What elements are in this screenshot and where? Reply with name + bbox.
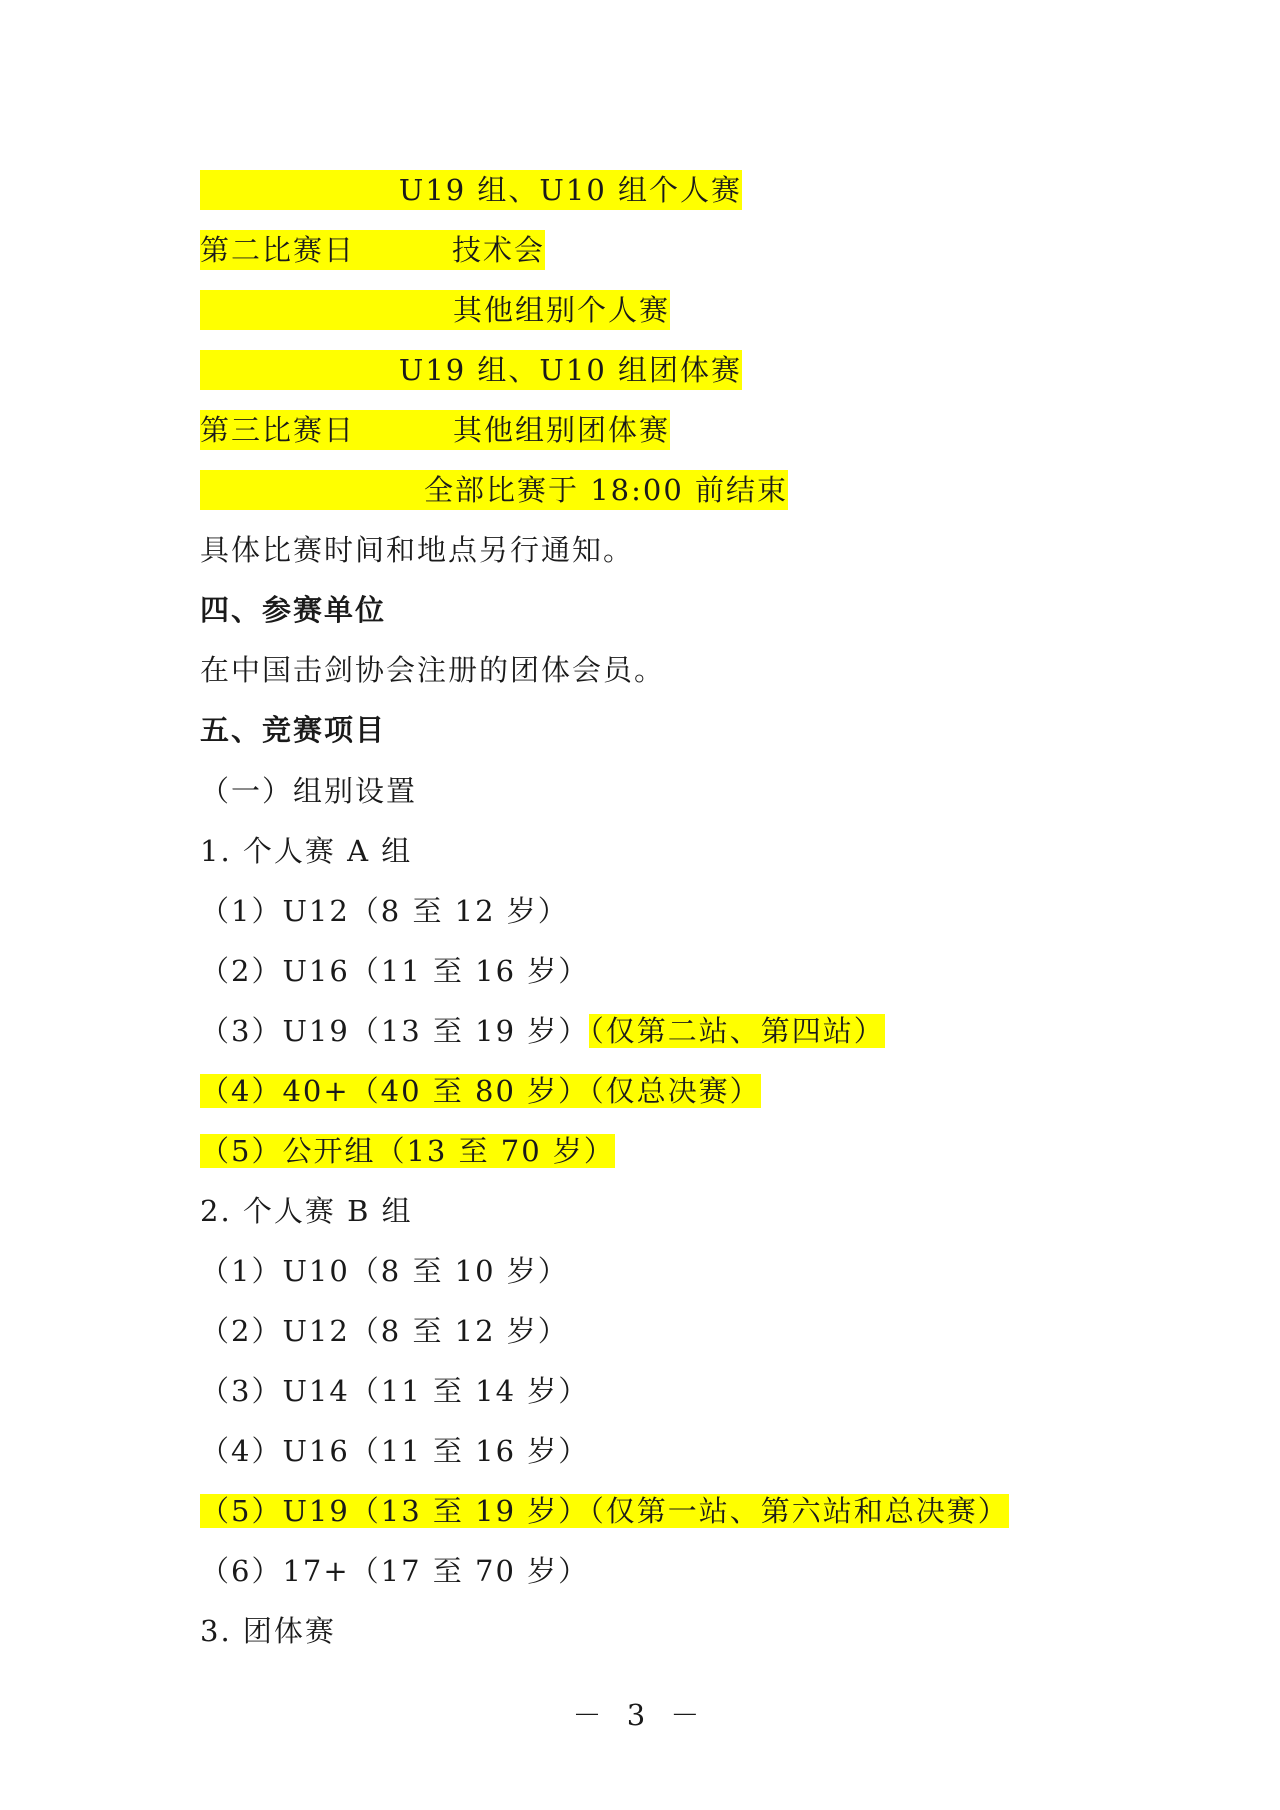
schedule-row (200, 230, 545, 270)
list-item (200, 1011, 885, 1051)
schedule-event: 其他组别个人赛 (452, 293, 670, 327)
highlighted-text: （4）40+（40 至 80 岁）（仅总决赛） (200, 1074, 761, 1108)
list-item-text: （3）U19（13 至 19 岁） (200, 1014, 590, 1048)
list-item: （2）U16（11 至 16 岁） (200, 954, 590, 988)
list-item: （1）U10（8 至 10 岁） (200, 1254, 569, 1288)
highlighted-text: （5）公开组（13 至 70 岁） (200, 1134, 615, 1168)
schedule-row (200, 350, 742, 390)
schedule-day (200, 170, 399, 210)
schedule-event: 其他组别团体赛 (452, 413, 670, 447)
schedule-event: U19 组、U10 组个人赛 (398, 173, 742, 207)
schedule-day (200, 290, 453, 330)
group-title: 2. 个人赛 B 组 (200, 1194, 413, 1228)
list-item (200, 1491, 1009, 1531)
highlighted-note: （仅第二站、第四站） (589, 1014, 885, 1048)
subsection-heading: （一）组别设置 (200, 774, 418, 808)
list-item (200, 1071, 761, 1111)
schedule-day (200, 470, 424, 510)
schedule-day: 第三比赛日 (200, 413, 356, 447)
section-heading: 五、竞赛项目 (200, 713, 387, 747)
list-item: （4）U16（11 至 16 岁） (200, 1434, 590, 1468)
section-heading: 四、参赛单位 (200, 593, 387, 627)
schedule-row (200, 470, 788, 510)
schedule-row (200, 410, 670, 450)
list-item: （1）U12（8 至 12 岁） (200, 894, 569, 928)
highlighted-text: （5）U19（13 至 19 岁）（仅第一站、第六站和总决赛） (200, 1494, 1009, 1528)
schedule-event: 全部比赛于 18:00 前结束 (423, 473, 788, 507)
notice-text: 具体比赛时间和地点另行通知。 (200, 533, 635, 567)
list-item (200, 1131, 615, 1171)
list-item: （3）U14（11 至 14 岁） (200, 1374, 590, 1408)
group-title: 1. 个人赛 A 组 (200, 834, 413, 868)
schedule-row (200, 290, 670, 330)
group-title: 3. 团体赛 (200, 1614, 336, 1648)
schedule-row (200, 170, 742, 210)
section-body: 在中国击剑协会注册的团体会员。 (200, 653, 666, 687)
list-item: （2）U12（8 至 12 岁） (200, 1314, 569, 1348)
schedule-day: 第二比赛日 (200, 233, 356, 267)
schedule-event: U19 组、U10 组团体赛 (398, 353, 742, 387)
schedule-day (200, 350, 399, 390)
list-item: （6）17+（17 至 70 岁） (200, 1554, 590, 1588)
page-number: － 3 － (572, 1698, 708, 1732)
schedule-event: 技术会 (451, 233, 545, 267)
